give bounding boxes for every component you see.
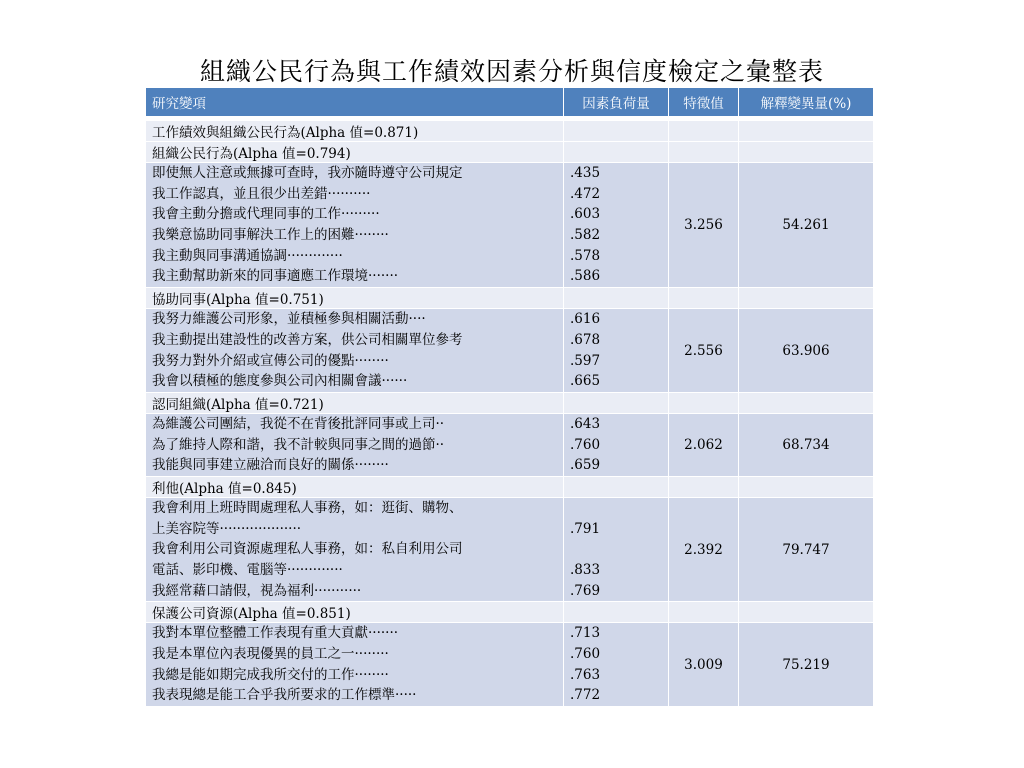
loading-value: .597 [570, 352, 601, 369]
factor-group-row [146, 497, 874, 601]
factor-group-row [146, 413, 874, 476]
loading-value: .665 [570, 373, 601, 390]
item-text: 我樂意協助同事解決工作上的困難········ [152, 227, 389, 244]
eigenvalue-cell: 2.062 [669, 413, 739, 476]
variance-cell: 63.906 [739, 309, 874, 393]
eigenvalue-cell: 3.009 [669, 623, 739, 707]
section-row [146, 288, 874, 309]
loading-value: .659 [570, 457, 601, 474]
variance-cell: 68.734 [739, 413, 874, 476]
item-text: 電話、影印機、電腦等············· [152, 562, 343, 578]
variance-cell: 79.747 [739, 497, 874, 601]
loading-value: .582 [570, 227, 601, 244]
eigenvalue-cell: 2.392 [669, 497, 739, 601]
loading-value: .772 [570, 687, 601, 704]
item-text: 上美容院等··················· [152, 520, 302, 537]
header-variable: 研究變項 [146, 88, 564, 117]
item-list [146, 163, 564, 288]
item-list [146, 623, 564, 707]
section-label: 組織公民行為(Alpha 值=0.794) [146, 142, 564, 163]
factor-group-row [146, 163, 874, 288]
loading-value: .713 [570, 625, 601, 642]
section-label: 利他(Alpha 值=0.845) [146, 476, 564, 497]
loading-value: .833 [570, 562, 601, 578]
item-text: 我主動幫助新來的同事適應工作環境······· [152, 268, 399, 285]
page-title: 組織公民行為與工作績效因素分析與信度檢定之彙整表 [199, 57, 824, 86]
section-row [146, 392, 874, 413]
item-list [146, 497, 564, 601]
loading-value: .578 [570, 247, 601, 264]
item-text: 我努力維護公司形象，並積極參與相關活動···· [152, 311, 426, 328]
item-text: 為了維持人際和諧，我不計較與同事之間的過節·· [152, 436, 445, 453]
loading-list [564, 413, 669, 476]
item-text: 我努力對外介紹或宣傳公司的優點········ [152, 352, 389, 369]
loading-value: .791 [570, 520, 601, 537]
section-label: 保護公司資源(Alpha 值=0.851) [146, 602, 564, 623]
header-row [146, 88, 874, 117]
loading-value [570, 539, 662, 560]
loading-value: .763 [570, 666, 601, 683]
loading-value: .760 [570, 646, 601, 663]
section-label: 認同組織(Alpha 值=0.721) [146, 392, 564, 413]
item-text: 我工作認真，並且很少出差錯·········· [152, 185, 371, 202]
factor-group-row [146, 309, 874, 393]
item-text: 我是本單位內表現優異的員工之一········ [152, 646, 389, 663]
section-label: 工作績效與組織公民行為(Alpha 值=0.871) [146, 121, 564, 142]
item-text: 我主動與同事溝通協調············· [152, 247, 343, 264]
section-row [146, 121, 874, 142]
section-label: 協助同事(Alpha 值=0.751) [146, 288, 564, 309]
loading-value: .678 [570, 331, 601, 348]
item-text: 我經常藉口請假，視為福利··········· [152, 582, 362, 599]
item-text: 我主動提出建設性的改善方案，供公司相關單位參考 [152, 331, 463, 348]
variance-cell: 54.261 [739, 163, 874, 288]
loading-value [570, 498, 662, 519]
item-text: 我會以積極的態度參與公司內相關會議······ [152, 373, 408, 390]
table-body [146, 117, 874, 707]
factor-group-row [146, 623, 874, 707]
item-list [146, 413, 564, 476]
header-variance: 解釋變異量(%) [739, 88, 874, 117]
item-text: 即使無人注意或無據可查時，我亦隨時遵守公司規定 [152, 165, 463, 181]
loading-list [564, 497, 669, 601]
loading-list [564, 163, 669, 288]
item-text: 我會主動分擔或代理同事的工作········· [152, 206, 380, 223]
loading-value: .760 [570, 436, 601, 453]
loading-value: .472 [570, 185, 601, 202]
item-text: 我會利用公司資源處理私人事務，如：私自利用公司 [152, 541, 463, 558]
loading-list [564, 309, 669, 393]
item-text: 我總是能如期完成我所交付的工作········ [152, 666, 389, 683]
summary-table [145, 87, 874, 707]
loading-value: .769 [570, 582, 601, 599]
loading-list [564, 623, 669, 707]
item-text: 我對本單位整體工作表現有重大貢獻······· [152, 625, 399, 642]
loading-value: .435 [570, 165, 601, 181]
loading-value: .643 [570, 415, 601, 432]
loading-value: .616 [570, 311, 601, 328]
eigenvalue-cell: 2.556 [669, 309, 739, 393]
variance-cell: 75.219 [739, 623, 874, 707]
item-text: 我表現總是能工合乎我所要求的工作標準····· [152, 687, 417, 704]
header-eigenvalue: 特徵值 [669, 88, 739, 117]
loading-value: .586 [570, 268, 601, 285]
item-list [146, 309, 564, 393]
section-row [146, 142, 874, 163]
item-text: 為維護公司團結，我從不在背後批評同事或上司·· [152, 415, 445, 432]
header-loading: 因素負荷量 [564, 88, 669, 117]
section-row [146, 602, 874, 623]
eigenvalue-cell: 3.256 [669, 163, 739, 288]
item-text: 我能與同事建立融洽而良好的關係········ [152, 457, 389, 474]
loading-value: .603 [570, 206, 601, 223]
section-row [146, 476, 874, 497]
item-text: 我會利用上班時間處理私人事務，如：逛街、購物、 [152, 499, 463, 516]
